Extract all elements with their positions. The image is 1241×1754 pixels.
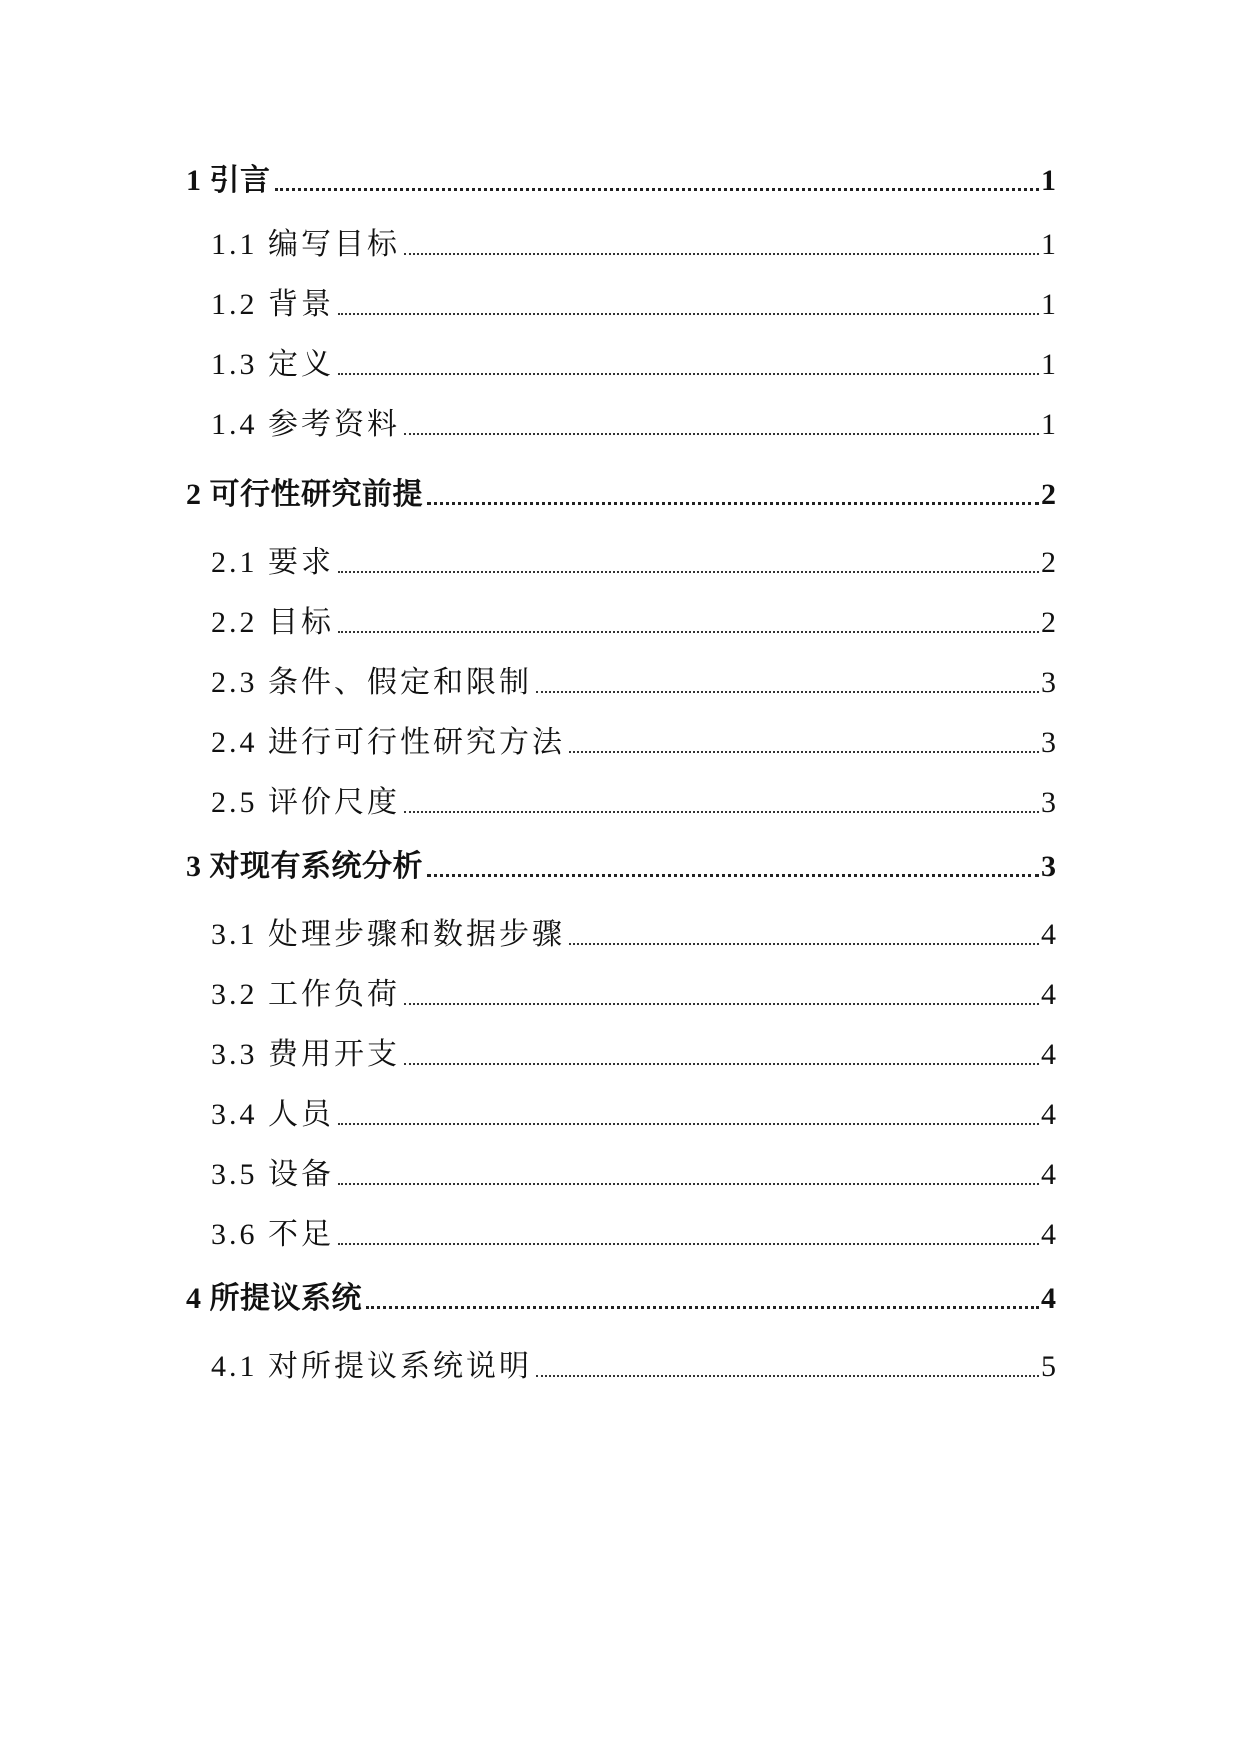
toc-entry-title: 2.2 目标 [211,606,334,639]
toc-entry-4[interactable] [186,1284,1056,1314]
toc-entry-title: 2 可行性研究前提 [186,478,423,511]
toc-entry-1-2[interactable] [211,290,1056,320]
toc-entry-1-1[interactable] [211,230,1056,260]
toc-entry-title: 2.5 评价尺度 [211,786,400,819]
toc-entry-page: 1 [1041,288,1056,321]
toc-entry-page: 2 [1041,546,1056,579]
toc-entry-title: 1.3 定义 [211,348,334,381]
toc-entry-title: 3.1 处理步骤和数据步骤 [211,918,565,951]
toc-dot-leader [404,415,1039,437]
toc-entry-title: 1 引言 [186,164,271,197]
toc-entry-page: 1 [1041,228,1056,261]
toc-entry-page: 3 [1041,786,1056,819]
toc-dot-leader [404,793,1039,815]
toc-dot-leader [427,485,1039,507]
toc-dot-leader [338,355,1039,377]
toc-dot-leader [338,1165,1039,1187]
toc-entry-3-3[interactable] [211,1040,1056,1070]
toc-entry-title: 4.1 对所提议系统说明 [211,1350,532,1383]
toc-entry-title: 4 所提议系统 [186,1282,362,1315]
toc-entry-page: 4 [1041,918,1056,951]
toc-entry-title: 2.1 要求 [211,546,334,579]
toc-entry-page: 1 [1041,408,1056,441]
toc-entry-title: 3.3 费用开支 [211,1038,400,1071]
toc-entry-page: 4 [1041,1158,1056,1191]
toc-entry-page: 4 [1041,1218,1056,1251]
toc-entry-title: 2.3 条件、假定和限制 [211,666,532,699]
toc-entry-3-6[interactable] [211,1220,1056,1250]
toc-dot-leader [338,553,1039,575]
toc-entry-3-5[interactable] [211,1160,1056,1190]
toc-entry-page: 4 [1041,1282,1056,1315]
toc-entry-page: 3 [1041,666,1056,699]
toc-entry-4-1[interactable] [211,1352,1056,1382]
toc-entry-page: 4 [1041,1038,1056,1071]
toc-entry-3-4[interactable] [211,1100,1056,1130]
toc-dot-leader [536,673,1039,695]
toc-entry-1-3[interactable] [211,350,1056,380]
toc-dot-leader [569,925,1039,947]
toc-dot-leader [536,1357,1039,1379]
toc-dot-leader [338,613,1039,635]
toc-entry-title: 3 对现有系统分析 [186,850,423,883]
toc-entry-3-1[interactable] [211,920,1056,950]
toc-entry-title: 1.2 背景 [211,288,334,321]
toc-entry-2-1[interactable] [211,548,1056,578]
toc-dot-leader [404,1045,1039,1067]
toc-dot-leader [275,171,1040,193]
toc-entry-2-5[interactable] [211,788,1056,818]
toc-entry-page: 1 [1041,348,1056,381]
toc-dot-leader [338,295,1039,317]
toc-entry-title: 1.1 编写目标 [211,228,400,261]
toc-dot-leader [366,1289,1039,1311]
toc-entry-title: 3.6 不足 [211,1218,334,1251]
toc-dot-leader [338,1225,1039,1247]
toc-dot-leader [404,985,1039,1007]
toc-entry-2-2[interactable] [211,608,1056,638]
toc-entry-1-4[interactable] [211,410,1056,440]
toc-entry-1[interactable] [186,166,1056,196]
toc-entry-page: 3 [1041,850,1056,883]
toc-entry-page: 3 [1041,726,1056,759]
toc-entry-page: 5 [1041,1350,1056,1383]
toc-entry-2-4[interactable] [211,728,1056,758]
toc-entry-page: 4 [1041,1098,1056,1131]
toc-entry-title: 3.2 工作负荷 [211,978,400,1011]
toc-dot-leader [404,235,1039,257]
toc-entry-page: 2 [1041,606,1056,639]
toc-entry-3-2[interactable] [211,980,1056,1010]
toc-entry-2[interactable] [186,480,1056,510]
toc-entry-page: 4 [1041,978,1056,1011]
toc-entry-title: 1.4 参考资料 [211,408,400,441]
toc-dot-leader [427,857,1039,879]
toc-dot-leader [338,1105,1039,1127]
toc-entry-page: 1 [1041,164,1056,197]
toc-entry-2-3[interactable] [211,668,1056,698]
toc-dot-leader [569,733,1039,755]
toc-entry-page: 2 [1041,478,1056,511]
toc-entry-3[interactable] [186,852,1056,882]
toc-entry-title: 3.5 设备 [211,1158,334,1191]
toc-entry-title: 2.4 进行可行性研究方法 [211,726,565,759]
toc-entry-title: 3.4 人员 [211,1098,334,1131]
